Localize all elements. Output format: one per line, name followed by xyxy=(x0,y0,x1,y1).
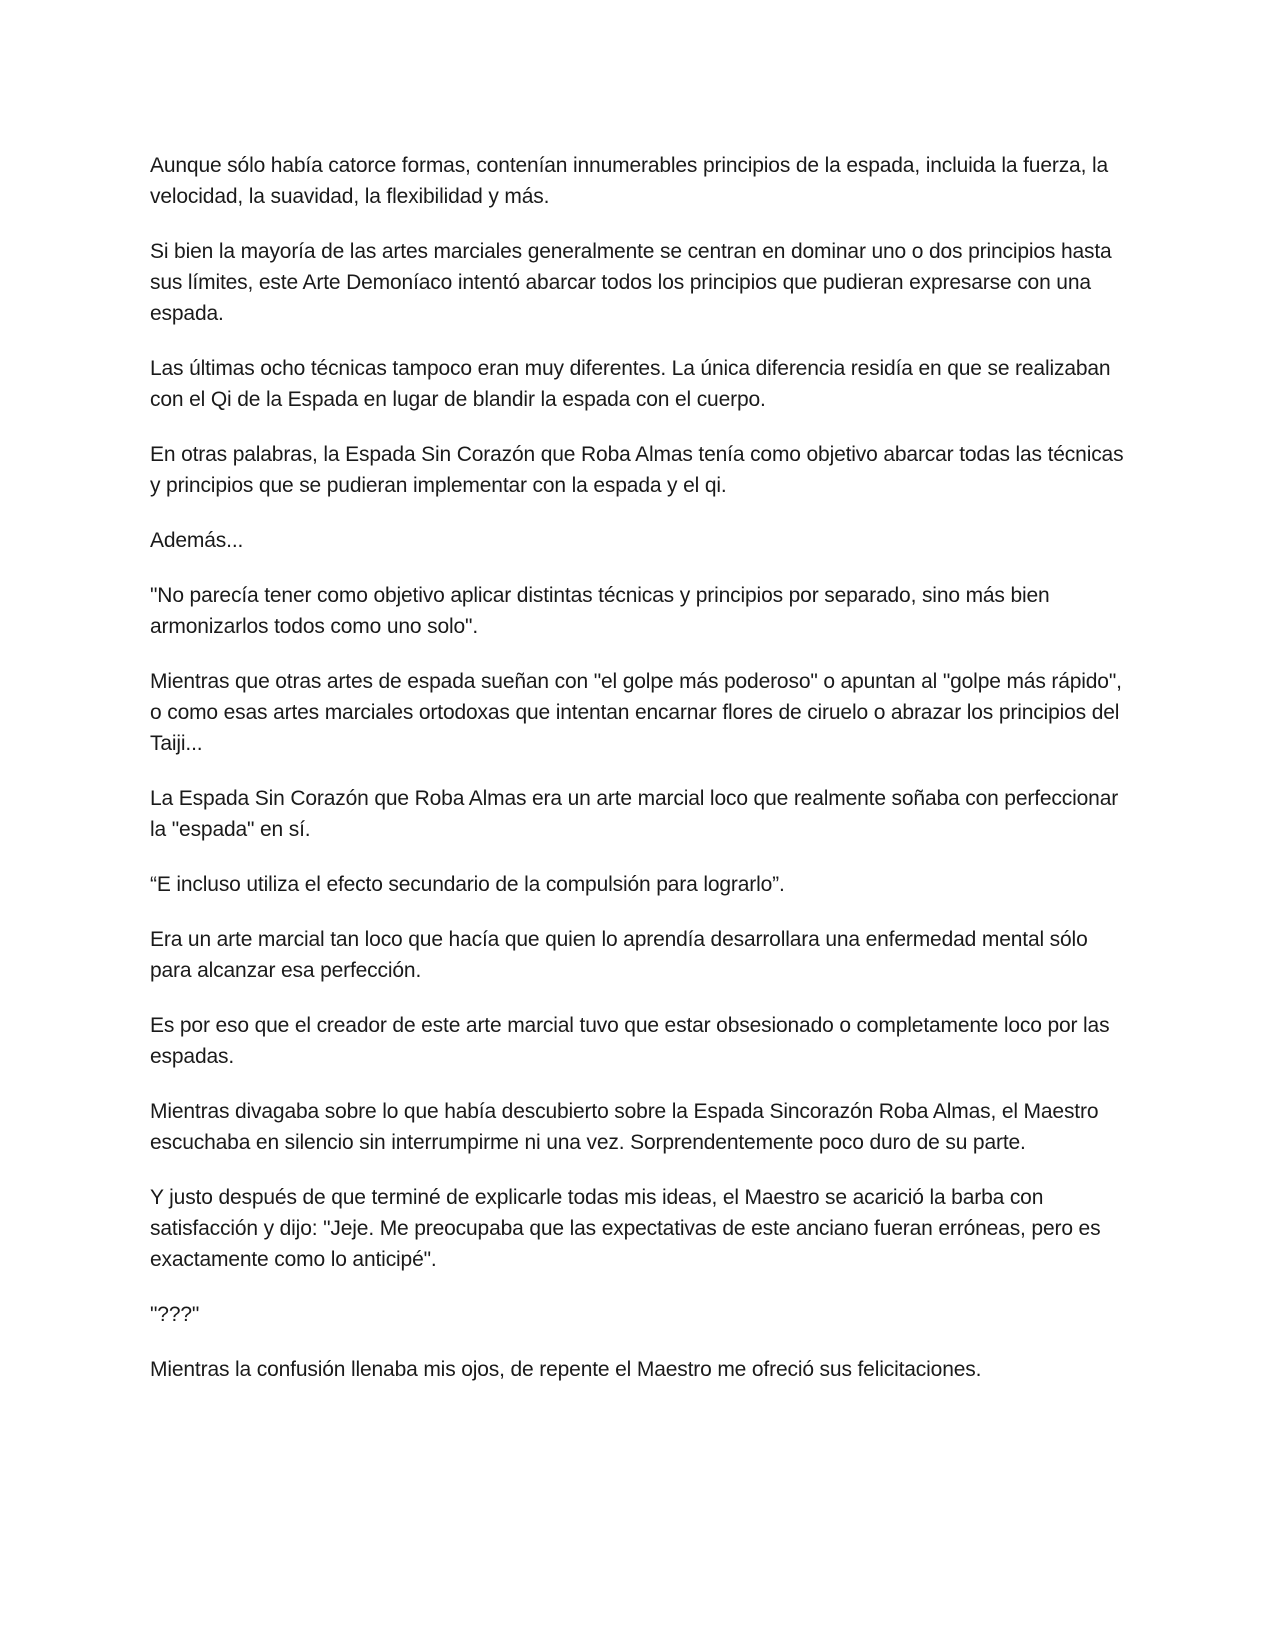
paragraph: Si bien la mayoría de las artes marciales generalmente se centran en dominar uno o dos principios hasta sus límites, este Arte Demoníaco intentó abarcar todos los principios que pudieran expresarse con una espada. xyxy=(150,240,1112,325)
paragraph: “E incluso utiliza el efecto secundario de la compulsión para lograrlo”. xyxy=(150,873,785,896)
paragraph: Mientras divagaba sobre lo que había descubierto sobre la Espada Sincorazón Roba Almas, el Maestro escuchaba en silencio sin interrumpirme ni una vez. Sorprendentemente poco duro de su parte. xyxy=(150,1100,1099,1154)
paragraph: Mientras la confusión llenaba mis ojos, de repente el Maestro me ofreció sus felicitaciones. xyxy=(150,1358,982,1381)
paragraph: La Espada Sin Corazón que Roba Almas era un arte marcial loco que realmente soñaba con perfeccionar la "espada" en sí. xyxy=(150,787,1119,841)
paragraph: Además... xyxy=(150,529,244,552)
paragraph: Era un arte marcial tan loco que hacía que quien lo aprendía desarrollara una enfermedad mental sólo para alcanzar esa perfección. xyxy=(150,928,1088,982)
paragraph: Y justo después de que terminé de explicarle todas mis ideas, el Maestro se acarició la barba con satisfacción y dijo: "Jeje. Me preocupaba que las expectativas de este anciano fueran erróneas, pero es exactamente como lo anticipé". xyxy=(150,1186,1101,1271)
paragraph: "???" xyxy=(150,1303,200,1326)
paragraph: Aunque sólo había catorce formas, contenían innumerables principios de la espada, incluida la fuerza, la velocidad, la suavidad, la flexibilidad y más. xyxy=(150,154,1108,208)
paragraph: En otras palabras, la Espada Sin Corazón que Roba Almas tenía como objetivo abarcar todas las técnicas y principios que se pudieran implementar con la espada y el qi. xyxy=(150,443,1124,497)
paragraph: Las últimas ocho técnicas tampoco eran muy diferentes. La única diferencia residía en que se realizaban con el Qi de la Espada en lugar de blandir la espada con el cuerpo. xyxy=(150,357,1111,411)
paragraph: Es por eso que el creador de este arte marcial tuvo que estar obsesionado o completamente loco por las espadas. xyxy=(150,1014,1110,1068)
paragraph: "No parecía tener como objetivo aplicar distintas técnicas y principios por separado, sino más bien armonizarlos todos como uno solo". xyxy=(150,584,1050,638)
paragraph: Mientras que otras artes de espada sueñan con "el golpe más poderoso" o apuntan al "golpe más rápido", o como esas artes marciales ortodoxas que intentan encarnar flores de ciruelo o abrazar los principios del Taiji... xyxy=(150,670,1122,755)
document-body xyxy=(150,150,1125,1409)
